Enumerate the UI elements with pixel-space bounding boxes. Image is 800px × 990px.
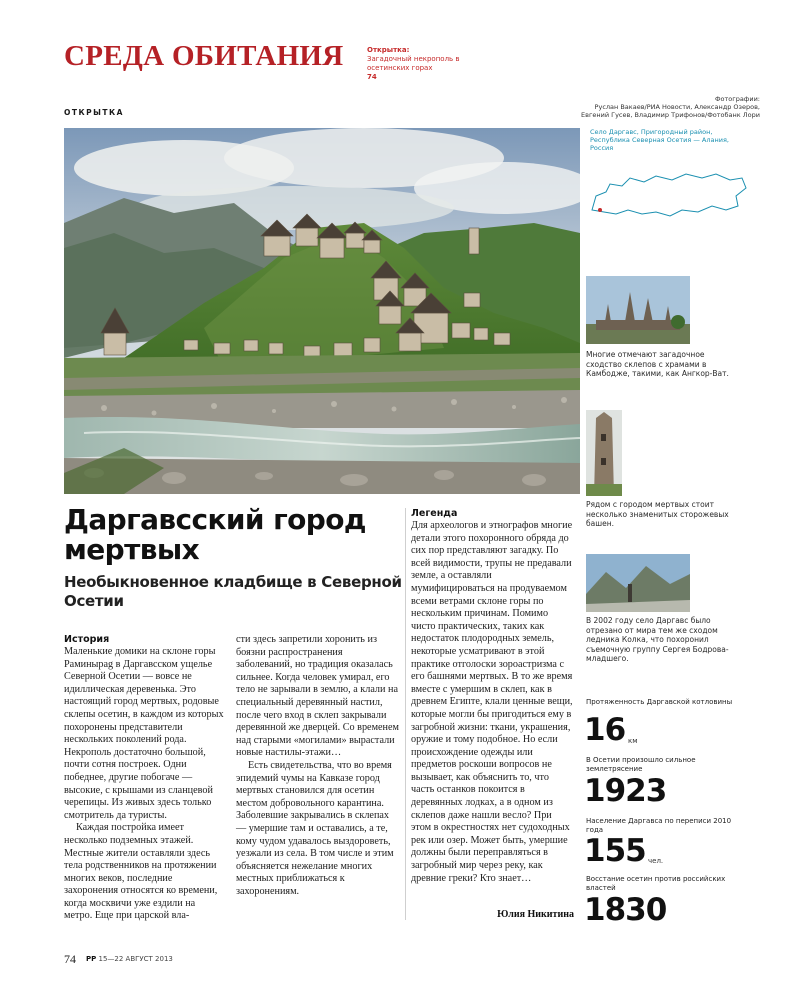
history-paragraph-2: Каждая постройка имеет несколько подземных этажей. Местные жители оставляли здесь тела родственников на протяжении многих веков, последние захоронения относятся ко времени, когда москвичи уже ездили на метро. Еще при царской вла- bbox=[64, 822, 218, 922]
article-author: Юлия Никитина bbox=[497, 909, 574, 920]
kolka-photo bbox=[586, 554, 690, 612]
photo-credits bbox=[500, 95, 760, 119]
teaser-text: Загадочный некрополь в осетинских горах bbox=[367, 55, 460, 72]
map-caption: Село Даргавс, Пригородный район, Республика Северная Осетия — Алания, Россия bbox=[590, 128, 729, 152]
article-column-3 bbox=[411, 508, 574, 885]
credits-line-2: Евгений Гусев, Владимир Трифонов/Фотобанк Лори bbox=[581, 111, 760, 119]
column-2-paragraph-1: сти здесь запретили хоронить из боязни распространения заболеваний, но традиция оказалась сильнее. Когда человек умирал, его тело не зарывали в землю, а клали на специальный деревянный настил, после чего вход в склеп закрывали деревянной же дверцей. Со временем над старыми «могилами» вырастали новые настилы-этажи… bbox=[236, 634, 399, 759]
stat-unit-population: чел. bbox=[648, 857, 664, 865]
caption-kolka: В 2002 году село Даргавс было отрезано от мира тем же сходом ледника Колка, что похоронил съемочную группу Сергея Бодрова-младшего. bbox=[586, 616, 729, 663]
magazine-code: РР bbox=[86, 955, 97, 963]
section-head-history: История bbox=[64, 634, 110, 645]
caption-towers: Рядом с городом мертвых стоит несколько знаменитых сторожевых башен. bbox=[586, 500, 729, 528]
column-divider bbox=[405, 508, 406, 920]
column-2-paragraph-2: Есть свидетельства, что во время эпидемий чумы на Кавказе город мертвых становился для осетин местом добровольного карантина. Заболевшие закрывались в склепах — умершие там и оставались, а те, кому чудом удавалось выздороветь, уезжали из села. В том числе и этим объясняется нежелание многих местных приближаться к захоронениям. bbox=[236, 759, 394, 897]
angkor-photo bbox=[586, 276, 690, 344]
article-headline: Даргавсский город мертвых bbox=[64, 503, 366, 566]
article-column-1 bbox=[64, 634, 226, 923]
necropolis-photo-illustration bbox=[64, 128, 580, 494]
rubric: ОТКРЫТКА bbox=[64, 108, 124, 117]
teaser[interactable] bbox=[367, 46, 477, 82]
history-paragraph-1: Маленькие домики на склоне горы Раминырag в Даргавсском ущелье Северной Осетии — вовсе не идиллическая деревенька. Это настоящий город мертвых, родовые склепы осетин, в каждом из которых похоронены представители нескольких поколений рода. Некрополь достаточно большой, почти сотня построек. Одни победнее, другие побогаче — высокие, с крышами из сланцевой черепицы. Из живых здесь только смотритель да туристы. bbox=[64, 646, 224, 821]
stat-label-uprising: Восстание осетин против российских властей bbox=[586, 875, 726, 892]
article-column-2 bbox=[236, 634, 400, 898]
article-subheadline: Необыкновенное кладбище в Северной Осетии bbox=[64, 573, 402, 610]
credits-line-1: Руслан Вакаев/РИА Новости, Александр Озеров, bbox=[594, 103, 760, 111]
page-number: 74 bbox=[64, 952, 76, 966]
main-photo bbox=[64, 128, 580, 494]
stat-unit-length: км bbox=[628, 737, 638, 745]
stat-value-length: 16 bbox=[584, 712, 626, 748]
caption-angkor: Многие отмечают загадочное сходство склепов с храмами в Камбодже, такими, как Ангкор-Ват. bbox=[586, 350, 729, 378]
location-marker bbox=[598, 208, 602, 212]
stat-label-earthquake: В Осетии произошло сильное землетрясение bbox=[586, 756, 696, 773]
legend-paragraph: Для археологов и этнографов многие детали этого похоронного обряда до сих пор представляют загадку. По всей видимости, трупы не предавали земле, а оставляли мумифицироваться на продуваемом всеми ветрами склоне горы по нескольким причинам. Помимо чисто практических, таких как недостаток плодородных земель, некоторые усматривают в этой практике отголоски зороастризма с его башнями мертвых. В то же время вместе с умершим в склеп, как в древнем Египте, клали ценные вещи, которые могли бы пригодиться ему в загробной жизни: ткани, украшения, оружие и тому подобное. Но если происхождение одежды или предметов роскоши вопросов не вызывает, как объяснить то, что часть останков покоится в деревянных лодках, а в одном из склепов даже нашли весло? При этом в окрестностях нет судоходных рек или озер. Может быть, умершие должны были переправляться в загробный мир через реку, как древние греки? Кто знает… bbox=[411, 520, 573, 884]
teaser-page: 74 bbox=[367, 73, 377, 81]
stat-value-earthquake: 1923 bbox=[584, 773, 667, 809]
stat-label-length: Протяженность Даргавской котловины bbox=[586, 698, 733, 706]
magazine-issue bbox=[86, 955, 173, 963]
teaser-label: Открытка: bbox=[367, 46, 410, 54]
stat-label-population: Население Даргавса по переписи 2010 года bbox=[586, 817, 732, 834]
russia-outline-map bbox=[586, 166, 750, 224]
watchtower-photo bbox=[586, 410, 622, 496]
stat-value-uprising: 1830 bbox=[584, 892, 667, 928]
section-title: СРЕДА ОБИТАНИЯ bbox=[64, 40, 344, 72]
location-map bbox=[582, 128, 752, 228]
magazine-date: 15—22 АВГУСТ 2013 bbox=[98, 955, 173, 963]
section-head-legend: Легенда bbox=[411, 508, 458, 519]
stat-value-population: 155 bbox=[584, 833, 646, 869]
credits-label: Фотографии: bbox=[714, 95, 760, 103]
